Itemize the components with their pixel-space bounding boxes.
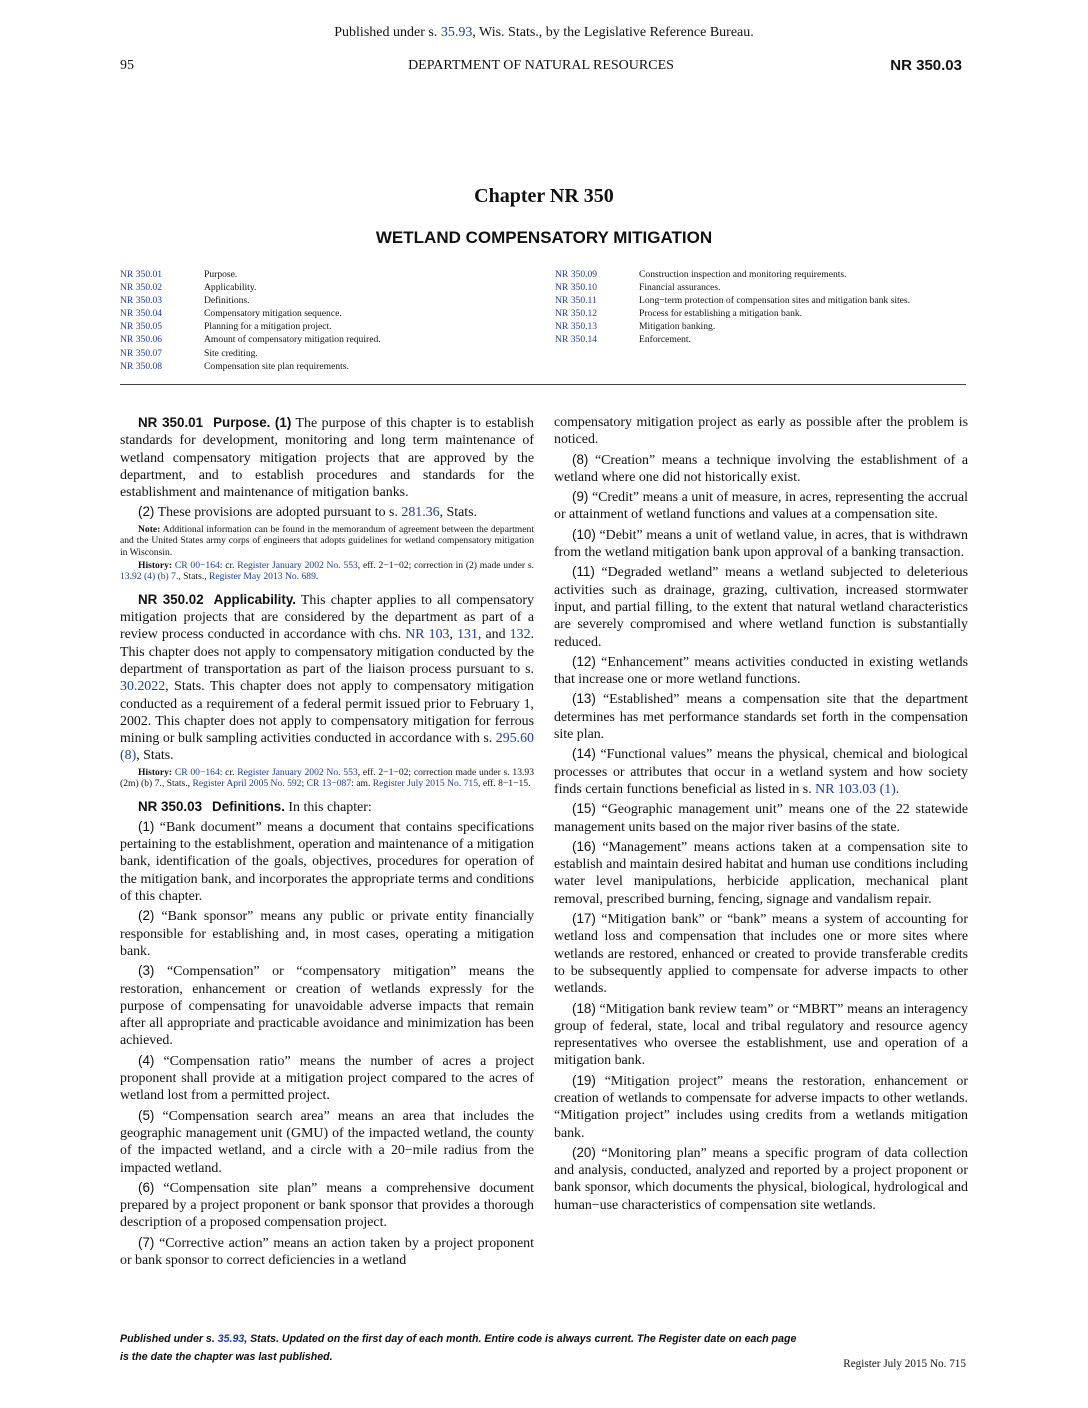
definition-number: (1): [138, 818, 155, 834]
definition-text: “Compensation site plan” means a comprehensive document prepared by a project proponent or bank sponsor that provides a thorough description of a proposed compensation project.: [120, 1180, 534, 1231]
definition-text: “Monitoring plan” means a specific program of data collection and analysis, conducted, analyzed and reported by a project proponent or bank sponsor, which documents the physical, biological, hydrological and human−use characteristics of compensation site wetlands.: [554, 1145, 968, 1213]
department-name: DEPARTMENT OF NATURAL RESOURCES: [408, 58, 674, 73]
definition-number: (16): [572, 838, 596, 854]
definition: [120, 1107, 534, 1177]
history-text: , eff. 2−1−02; correction in (2) made under s.: [357, 560, 534, 571]
toc-title: Enforcement.: [639, 334, 691, 346]
definition: [554, 800, 968, 836]
definition-number: (12): [572, 653, 596, 669]
subsection-text: The purpose of this chapter is to establish standards for development, monitoring and long term maintenance of wetland compensatory mitigation projects that are approved by the department, and to establish procedures and standards for the establishment and maintenance of mitigation banks.: [120, 416, 534, 501]
definition: [120, 818, 534, 905]
section-divider: [120, 384, 966, 385]
toc-row: [120, 360, 540, 373]
section-text: In this chapter:: [284, 799, 372, 815]
chapter-title: WETLAND COMPENSATORY MITIGATION: [375, 228, 713, 247]
toc-link[interactable]: NR 350.12: [555, 308, 598, 320]
section-350-01: [120, 414, 534, 501]
toc-title: Financial assurances.: [639, 282, 721, 294]
statute-link[interactable]: 281.36: [401, 505, 440, 521]
subsection-number: (1): [274, 415, 292, 430]
section-number: NR 350.03: [138, 798, 203, 814]
definition-number: (18): [572, 1000, 596, 1016]
toc-title: Purpose.: [204, 269, 238, 280]
definition-number: (19): [572, 1072, 596, 1088]
history-text: : cr.: [219, 560, 238, 571]
toc-row: [120, 268, 540, 281]
definition-number: (2): [138, 908, 155, 924]
notice-text-post: , Wis. Stats., by the Legislative Reference Bureau.: [472, 25, 754, 40]
definition-text: “Management” means actions taken at a compensation site to establish and maintain desired habitat and human use conditions including water level manipulations, herbicide application, mechanical plant removal, prescribed burning, fencing, signage and vandalism repair.: [554, 839, 968, 907]
history-text: , eff. 2−1−02; correction made under s. 13.93 (2m) (b) 7., Stats.,: [120, 766, 534, 790]
definition-text: “Geographic management unit” means one of the 22 statewide management units based on the major river basins of the state.: [554, 802, 968, 835]
footer-text: Published under s.: [120, 1333, 218, 1345]
left-text-column: [120, 414, 534, 1271]
definition-text: .: [895, 781, 900, 797]
note-label: Note:: [138, 523, 161, 535]
definition-number: (14): [572, 746, 596, 762]
definition: [554, 488, 968, 524]
toc-title: Amount of compensatory mitigation required.: [204, 334, 381, 346]
toc-link[interactable]: NR 350.10: [555, 282, 598, 294]
definition-text: “Bank sponsor” means any public or private entity financially responsible for establishing and, in most cases, operating a mitigation bank.: [120, 909, 534, 959]
definition-number: (17): [572, 911, 596, 927]
toc-row: [120, 320, 540, 333]
definition: [120, 1234, 534, 1270]
definition-text: “Corrective action” means an action taken by a project proponent or bank sponsor to correct deficiencies in a wetland: [120, 1235, 534, 1269]
definition-number: (20): [572, 1144, 596, 1160]
definition: [554, 838, 968, 908]
section-text: , Stats.: [136, 748, 174, 764]
subsection-text: These provisions are adopted pursuant to s.: [154, 505, 402, 521]
toc-left-column: [120, 268, 540, 373]
history-link[interactable]: Register April 2005 No. 592: [192, 778, 302, 790]
definition-number: (11): [572, 564, 595, 580]
statute-link[interactable]: 30.2022: [120, 679, 166, 695]
register-date: Register July 2015 No. 715: [843, 1358, 966, 1370]
toc-link[interactable]: NR 350.14: [555, 334, 598, 346]
definition-text: “Mitigation bank” or “bank” means a system of accounting for wetland loss and compensation that includes one or more sites where wetlands are restored, enhanced or created to provide transferable credits to be subsequently applied to compensate for adverse impacts to other wetlands.: [554, 912, 968, 997]
toc-link[interactable]: NR 350.01: [120, 269, 163, 280]
toc-row: [120, 307, 540, 320]
section-name: Definitions.: [212, 798, 285, 814]
section-350-03: [120, 798, 534, 816]
history-link[interactable]: 13.92 (4) (b) 7.: [120, 571, 179, 583]
definition: [554, 1072, 968, 1142]
footer-statute-link[interactable]: 35.93: [217, 1333, 245, 1345]
note: [120, 524, 534, 558]
toc-link[interactable]: NR 350.07: [120, 347, 163, 359]
toc-title: Process for establishing a mitigation bank.: [639, 308, 803, 320]
right-text-column: [554, 414, 968, 1216]
section-text: ,: [449, 627, 458, 643]
section-350-02: [120, 591, 534, 765]
definition-number: (13): [572, 691, 596, 707]
definition-number: (8): [572, 451, 589, 467]
toc-title: Long−term protection of compensation sites and mitigation bank sites.: [639, 295, 911, 307]
statute-link[interactable]: NR 103.03 (1): [815, 781, 896, 797]
history-text: , Stats.,: [178, 571, 210, 583]
history-link[interactable]: Register January 2002 No. 553: [237, 766, 358, 778]
definition-text: “Creation” means a technique involving the establishment of a wetland where one did not historically exist.: [554, 452, 968, 485]
toc-right-column: [555, 268, 970, 347]
definition: [554, 653, 968, 689]
section-text: , Stats. This chapter does not apply to compensatory mitigation conducted as a requirement of a federal permit issued prior to February 1, 2002. This chapter does not apply to compensatory mitigation for ferrous mining or bulk sampling activities conducted in accordance with s.: [120, 679, 534, 747]
toc-title: Planning for a mitigation project.: [204, 321, 332, 333]
toc-row: [120, 347, 540, 360]
history-label: History:: [138, 766, 173, 778]
toc-link[interactable]: NR 350.05: [120, 321, 163, 333]
toc-title: Mitigation banking.: [639, 321, 716, 333]
section-number: NR 350.02: [138, 591, 204, 607]
toc-row: [120, 294, 540, 307]
top-publication-notice: [0, 25, 1088, 41]
toc-row: [555, 333, 970, 346]
definition-text: “Established” means a compensation site that the department determines has met performance standards set forth in the compensation site plan.: [554, 692, 968, 743]
toc-row: [555, 268, 970, 281]
definition-text: “Compensation” or “compensatory mitigation” means the restoration, enhancement or creation of wetlands expressly for the purpose of compensating for unavoidable adverse impacts that remain after all appropriate and practicable avoidance and minimization has been achieved.: [120, 964, 534, 1049]
toc-link[interactable]: NR 350.09: [555, 269, 598, 280]
footer-text: , Stats. Updated on the first day of each month. Entire code is always current. The Register date on each page: [244, 1333, 797, 1345]
definition: [554, 563, 968, 650]
definition-number: (6): [138, 1179, 155, 1195]
definition-number: (10): [572, 526, 596, 542]
history-link[interactable]: CR 00−164: [174, 766, 220, 778]
toc-link[interactable]: NR 350.03: [120, 295, 163, 307]
toc-link[interactable]: NR 350.04: [120, 308, 163, 320]
footer-line-2: is the date the chapter was last published.: [120, 1351, 333, 1363]
history-link[interactable]: CR 13−087: [306, 778, 352, 790]
toc-title: Compensation site plan requirements.: [204, 360, 349, 372]
definition: [554, 690, 968, 743]
history-text: .: [315, 571, 319, 583]
definition-number: (9): [572, 489, 589, 505]
toc-row: [555, 281, 970, 294]
notice-text-pre: Published under s.: [334, 25, 441, 40]
toc-link[interactable]: NR 350.06: [120, 334, 163, 346]
definition: [554, 526, 968, 562]
definition-text: “Compensation search area” means an area that includes the geographic management unit (GMU) of the impacted wetland, the county of the impacted wetland, and a circle with a 20−mile radius from the impacted wetland.: [120, 1108, 534, 1176]
statute-link[interactable]: 131: [457, 627, 478, 643]
definition-text: “Degraded wetland” means a wetland subjected to deleterious activities such as drainage, grazing, cultivation, increased stormwater input, and partial filling, to the extent that natural wetland characteristics are severely compromised and where wetland function is substantially reduced.: [554, 565, 968, 650]
history-note: [120, 560, 534, 583]
section-name: Purpose.: [213, 415, 271, 430]
history-link[interactable]: Register January 2002 No. 553: [237, 560, 358, 571]
toc-title: Compensatory mitigation sequence.: [204, 308, 342, 320]
definition: [554, 1000, 968, 1070]
definition: [120, 1179, 534, 1232]
toc-row: [555, 294, 970, 307]
history-link[interactable]: Register July 2015 No. 715: [372, 778, 479, 790]
header-section: NR 350.03: [890, 57, 962, 74]
definition-text: “Credit” means a unit of measure, in acres, representing the accrual or attainment of wetland functions and values at a compensation site.: [554, 490, 968, 523]
definition-number: (5): [138, 1107, 155, 1123]
toc-link[interactable]: NR 350.02: [120, 282, 163, 294]
section-name: Applicability.: [213, 591, 297, 607]
definition-continuation: compensatory mitigation project as early as possible after the problem is noticed.: [554, 415, 968, 448]
history-text: ;: [301, 778, 307, 790]
definition-number: (15): [572, 801, 596, 817]
toc-title: Definitions.: [204, 295, 250, 307]
footer-line-1: [120, 1330, 966, 1348]
definition-text: “Bank document” means a document that contains specifications pertaining to the establishment, operation and maintenance of a mitigation bank, identification of the goals, objectives, procedures for operation of the mitigation bank, and incorporates the appropriate terms and conditions of this chapter.: [120, 819, 534, 905]
history-text: : am.: [351, 778, 373, 790]
chapter-heading: Chapter NR 350: [474, 185, 614, 207]
statute-link[interactable]: 295.60 (8): [120, 731, 534, 764]
section-text: This chapter applies to all compensatory mitigation projects that are considered by the department as part of a review process conducted in accordance with chs.: [120, 592, 534, 643]
definition: [120, 907, 534, 960]
toc-title: Site crediting.: [204, 347, 258, 359]
definition: [554, 451, 968, 487]
history-link[interactable]: CR 00−164: [174, 560, 220, 571]
history-text: : cr.: [219, 766, 238, 778]
definition-text: “Enhancement” means activities conducted in existing wetlands that increase one or more wetland functions.: [554, 654, 968, 688]
definition-text: “Mitigation project” means the restoration, enhancement or creation of wetlands to compensate for adverse impacts to other wetlands. “Mitigation project” includes using credits from a wetlands mitigation bank.: [554, 1073, 968, 1141]
toc-row: [555, 307, 970, 320]
definition: [554, 1144, 968, 1214]
toc-row: [120, 281, 540, 294]
section-text: . This chapter does not apply to compensatory mitigation conducted by the department of transportation as part of the liaison process pursuant to s.: [120, 627, 534, 677]
definition-text: “Compensation ratio” means the number of acres a project proponent shall provide at a mitigation project compared to the acres of wetland lost from a permitted project.: [120, 1053, 534, 1104]
section-text: , and: [477, 627, 510, 643]
note-text: Additional information can be found in the memorandum of agreement between the department and the United States army corps of engineers that adopts guidelines for wetland compensatory mitigation in Wisconsin.: [120, 523, 534, 558]
definition-text: “Functional values” means the physical, chemical and biological processes or attributes that occur in a wetland system and how society finds certain functions beneficial as listed in s.: [554, 747, 968, 797]
statute-link[interactable]: 132: [509, 627, 531, 643]
toc-link[interactable]: NR 350.08: [120, 360, 163, 372]
history-link[interactable]: Register May 2013 No. 689: [209, 571, 316, 583]
page-footer: [120, 1330, 966, 1370]
definition-number: (3): [138, 963, 155, 979]
toc-link[interactable]: NR 350.11: [555, 295, 597, 307]
subsection-number: (2): [138, 504, 155, 520]
toc-row: [120, 333, 540, 346]
definition: [120, 962, 534, 1049]
history-note: [120, 767, 534, 790]
statute-link-35-93[interactable]: 35.93: [440, 25, 473, 40]
definition-number: (7): [138, 1234, 155, 1250]
definition: [554, 910, 968, 997]
subsection-text: , Stats.: [439, 505, 478, 521]
definition: [120, 1052, 534, 1105]
toc-link[interactable]: NR 350.13: [555, 321, 598, 333]
section-number: NR 350.01: [138, 415, 204, 430]
definition: [554, 745, 968, 798]
subsection-350-01-2: [120, 503, 534, 521]
history-text: , eff. 8−1−15.: [478, 778, 531, 790]
toc-title: Construction inspection and monitoring requirements.: [639, 269, 847, 280]
toc-title: Applicability.: [204, 282, 257, 294]
definition-text: “Mitigation bank review team” or “MBRT” means an interagency group of federal, state, local and tribal regulatory and resource agency representatives who oversee the establishment, use and operation of a mitigation bank.: [554, 1001, 968, 1069]
definition-number: (4): [138, 1052, 155, 1068]
page-number: 95: [120, 58, 134, 73]
toc-row: [555, 320, 970, 333]
statute-link[interactable]: NR 103: [405, 627, 450, 643]
history-label: History:: [138, 560, 173, 571]
definition-text: “Debit” means a unit of wetland value, in acres, that is withdrawn from the wetland mitigation bank upon approval of a banking transaction.: [554, 527, 968, 561]
